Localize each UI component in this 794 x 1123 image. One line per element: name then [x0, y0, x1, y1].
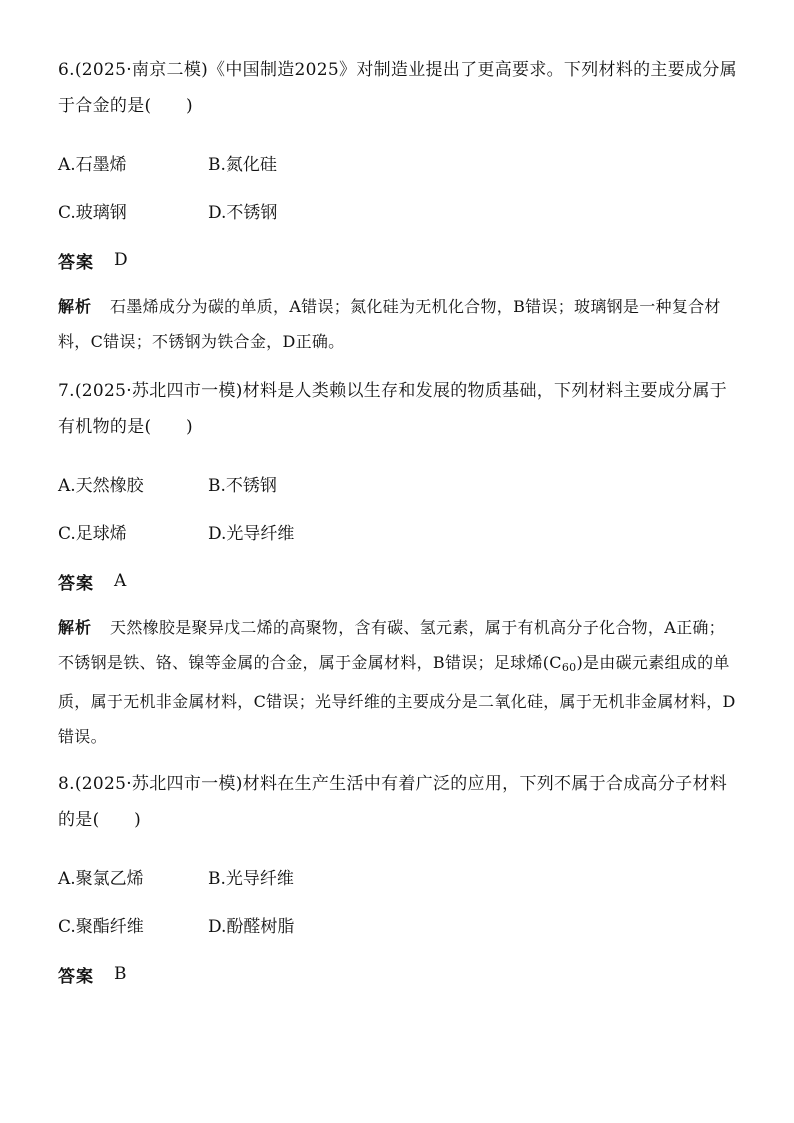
answer-value: D	[114, 250, 128, 270]
option-c: C.足球烯	[58, 523, 127, 544]
analysis-text: 石墨烯成分为碳的单质，A错误；氮化硅为无机化合物，B错误；玻璃钢是一种复合材料，C错误；不锈钢为铁合金，D正确。	[58, 297, 721, 351]
answer-line	[58, 557, 738, 605]
question-stem: 7.(2025·苏北四市一模)材料是人类赖以生存和发展的物质基础，下列材料主要成分属于有机物的是( )	[58, 381, 728, 437]
option-c: C.聚酯纤维	[58, 916, 144, 937]
answer-label: 答案	[58, 252, 94, 273]
option-c: C.玻璃钢	[58, 202, 127, 223]
answer-value: A	[114, 571, 127, 591]
options-row	[58, 186, 738, 234]
answer-line	[58, 236, 738, 284]
option-d: D.不锈钢	[208, 202, 278, 223]
option-a: A.天然橡胶	[58, 475, 144, 496]
options-row	[58, 459, 738, 507]
question-stem: 6.(2025·南京二模)《中国制造2025》对制造业提出了更高要求。下列材料的主要成分属于合金的是( )	[58, 60, 737, 116]
option-d: D.光导纤维	[208, 523, 295, 544]
option-a: A.石墨烯	[58, 154, 127, 175]
analysis	[58, 611, 738, 754]
question-8	[58, 766, 738, 998]
answer-line	[58, 950, 738, 998]
question-6	[58, 52, 738, 359]
analysis	[58, 290, 738, 359]
analysis-label: 解析	[58, 297, 93, 316]
question-stem: 8.(2025·苏北四市一模)材料在生产生活中有着广泛的应用，下列不属于合成高分子材料的是( )	[58, 774, 728, 830]
document-page	[58, 52, 738, 1006]
analysis-label: 解析	[58, 618, 93, 637]
answer-label: 答案	[58, 966, 94, 987]
options-row	[58, 138, 738, 186]
question-7	[58, 373, 738, 754]
subscript: 60	[561, 660, 577, 674]
option-b: B.不锈钢	[208, 475, 277, 496]
answer-label: 答案	[58, 573, 94, 594]
analysis-text-part2: )是由碳元素组成的单质，属于无机非金属材料，C错误；光导纤维的主要成分是二氧化硅，属于无机非金属材料，D错误。	[58, 652, 736, 746]
options-row	[58, 852, 738, 900]
option-a: A.聚氯乙烯	[58, 868, 144, 889]
analysis-text-part1: 天然橡胶是聚异戊二烯的高聚物，含有碳、氢元素，属于有机高分子化合物，A正确；不锈钢是铁、铬、镍等金属的合金，属于金属材料，B错误；足球烯(C	[58, 618, 725, 672]
options-row	[58, 507, 738, 555]
options	[58, 852, 738, 948]
option-b: B.氮化硅	[208, 154, 277, 175]
option-d: D.酚醛树脂	[208, 916, 295, 937]
option-b: B.光导纤维	[208, 868, 294, 889]
options-row	[58, 900, 738, 948]
options	[58, 138, 738, 234]
answer-value: B	[114, 964, 127, 984]
options	[58, 459, 738, 555]
